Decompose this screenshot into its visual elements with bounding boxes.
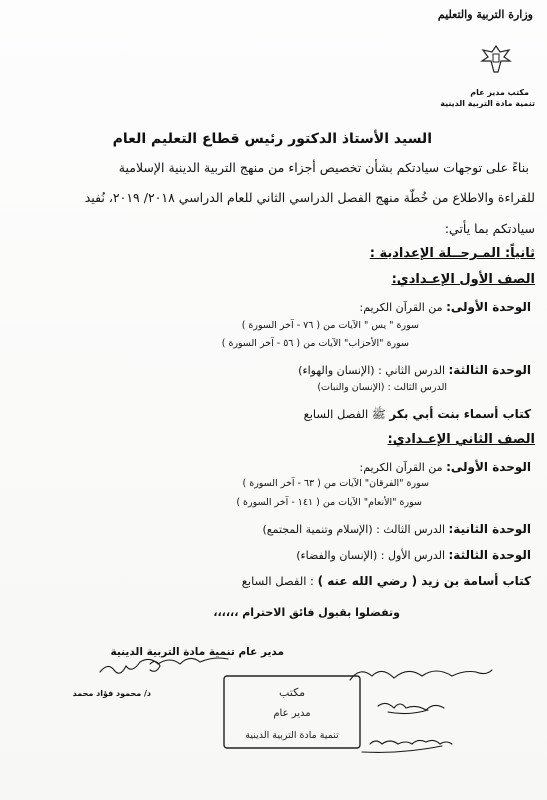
grade1-book-label: كتاب أسماء بنت أبي بكر xyxy=(389,407,531,421)
letterhead-ministry: وزارة التربية والتعليم xyxy=(437,8,533,21)
intro-line-1: بناءً على توجهات سيادتكم بشأن تخصيص أجزاء من منهج التربية الدينية الإسلامية xyxy=(118,160,529,175)
grade2-unit1-line2: سورة "الأنعام" الآيات من ( ١٤١ - آخر السورة ) xyxy=(236,497,422,508)
addressee-title: السيد الأستاذ الدكتور رئيس قطاع التعليم العام xyxy=(112,131,432,147)
grade2-title: الصف الثاني الإعـدادي: xyxy=(387,432,535,447)
grade2-unit3-label: الوحدة الثالثة: xyxy=(448,548,531,562)
grade2-unit2-label: الوحدة الثانية: xyxy=(448,522,531,536)
closing-line: وتفضلوا بقبول فائق الاحترام ،،،،،، xyxy=(213,606,400,619)
grade2-book-text: : الفصل السابع xyxy=(241,574,314,588)
grade2-book-label: كتاب أسامة بن زيد ( رضي الله عنه ) xyxy=(317,574,531,588)
grade1-book-text: ﷺ الفصل السابع xyxy=(303,407,386,421)
letterhead-department: تنمية مادة التربية الدينية xyxy=(440,99,535,108)
section-heading: ثانياً: المـرحــلة الإعدادية : xyxy=(369,246,535,261)
grade1-unit1-text: من القرآن الكريم: xyxy=(359,301,443,314)
grade1-unit1-line2: سورة "الأحزاب" الآيات من ( ٥٦ - آخر السورة ) xyxy=(221,338,409,349)
grade2-unit3-text: الدرس الأول : (الإنسان والفضاء) xyxy=(296,549,445,562)
grade1-unit3-text: الدرس الثاني : (الإنسان والهواء) xyxy=(298,364,445,377)
grade1-unit3-line2: الدرس الثالث : (الإنسان والنبات) xyxy=(317,382,447,393)
intro-line-2: للقراءة والاطلاع من خُطّة منهج الفصل الدراسي الثاني للعام الدراسي ٢٠١٨/ ٢٠١٩، نُفيد xyxy=(84,190,535,205)
grade1-unit3-label: الوحدة الثالثة: xyxy=(448,363,531,377)
stamp-line-3: تنمية مادة التربية الدينية xyxy=(245,730,339,741)
grade1-unit1-line1: سورة " يس " الآيات من ( ٧٦ - آخر السورة ) xyxy=(241,320,419,331)
signature-title: مدير عام تنمية مادة التربية الدينية xyxy=(110,646,284,658)
grade2-unit1-line1: سورة "الفرقان" الآيات من ( ٦٣ - آخر السورة ) xyxy=(242,478,429,489)
grade2-unit1-text: من القرآن الكريم: xyxy=(359,461,443,474)
stamp-line-1: مكتب xyxy=(278,686,306,699)
grade1-title: الصف الأول الإعـدادي: xyxy=(391,272,535,287)
office-stamp-icon xyxy=(222,672,362,752)
intro-line-3: سيادتكم بما يأتي: xyxy=(444,221,535,236)
grade1-unit1-label: الوحدة الأولى: xyxy=(446,300,531,314)
letterhead-office: مكتب مدير عام xyxy=(470,88,529,97)
grade2-unit2-text: الدرس الثالث : (الإسلام وتنمية المجتمع) xyxy=(262,523,445,536)
signature-name: د/ محمود فؤاد محمد xyxy=(72,689,151,698)
stamp-line-2: مدير عام xyxy=(273,708,311,719)
grade2-unit1-label: الوحدة الأولى: xyxy=(446,460,531,474)
